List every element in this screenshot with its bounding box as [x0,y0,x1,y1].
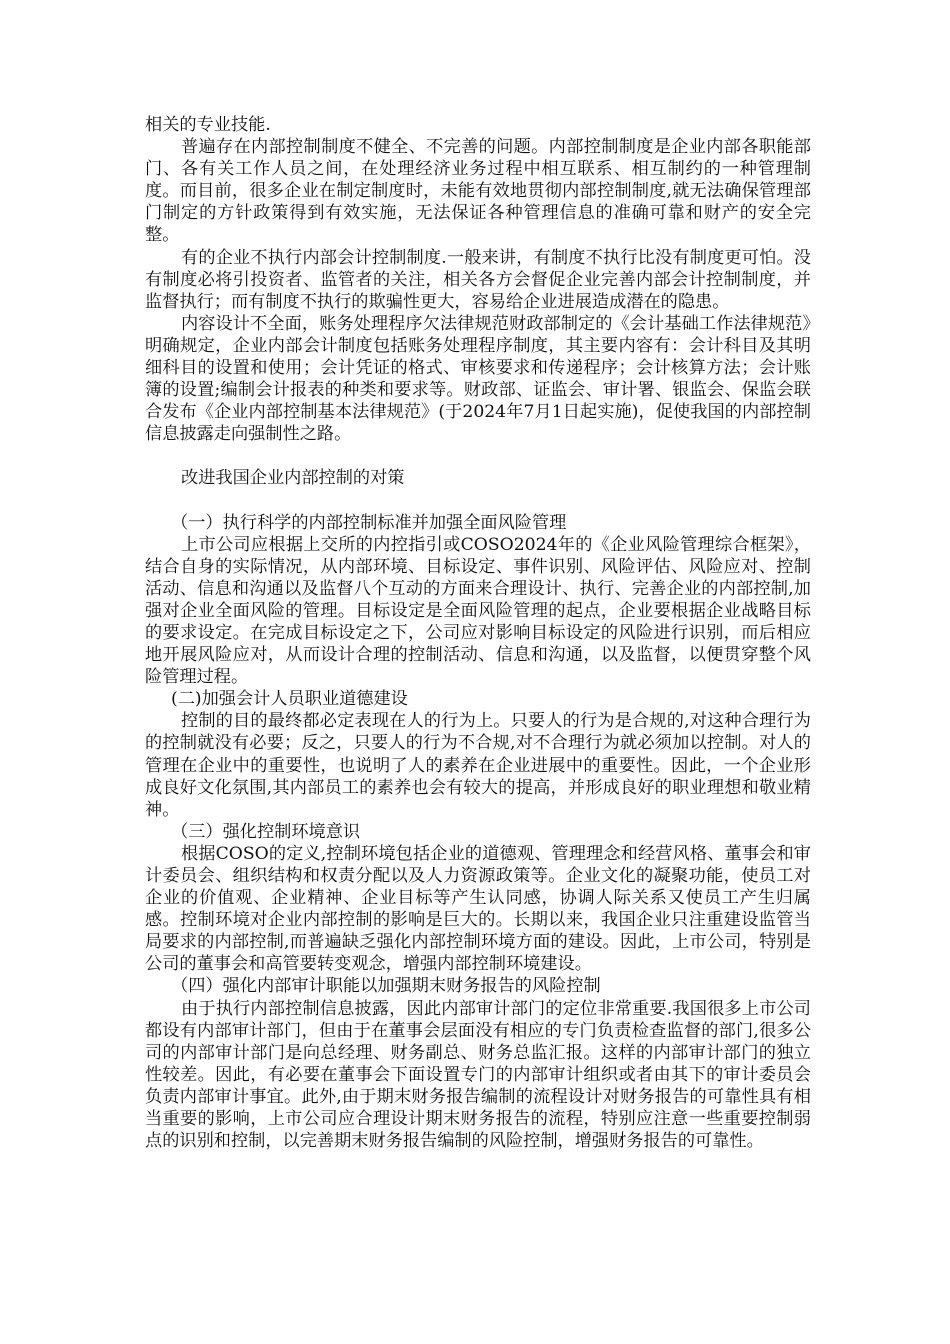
subsection-body-3: 根据COSO的定义,控制环境包括企业的道德观、管理理念和经营风格、董事会和审计委员会、组织结构和权责分配以及人力资源政策等。企业文化的凝聚功能，使员工对企业的价值观、企业精神、企业目标等产生认同感，协调人际关系又使员工产生归属感。控制环境对企业内部控制的影响是巨大的。长期以来，我国企业只注重建设监管当局要求的内部控制,而普遍缺乏强化内部控制环境方面的建设。因此，上市公司，特别是公司的董事会和高管要转变观念，增强内部控制环境建设。 [145,843,811,975]
subsection-title-4: （四）强化内部审计职能以加强期末财务报告的风险控制 [171,976,601,997]
document-page [145,114,811,1152]
subsection-body-4: 由于执行内部控制信息披露，因此内部审计部门的定位非常重要.我国很多上市公司都设有内部审计部门，但由于在董事会层面没有相应的专门负责检查监督的部门,很多公司的内部审计部门是向总经理、财务副总、财务总监汇报。这样的内部审计部门的独立性较差。因此，有必要在董事会下面设置专门的内部审计组织或者由其下的审计委员会负责内部审计事宜。此外,由于期末财务报告编制的流程设计对财务报告的可靠性具有相当重要的影响，上市公司应合理设计期末财务报告的流程，特别应注意一些重要控制弱点的识别和控制，以完善期末财务报告编制的风险控制，增强财务报告的可靠性。 [145,998,811,1152]
subsection-body-2: 控制的目的最终都必定表现在人的行为上。只要人的行为是合规的,对这种合理行为的控制就没有必要；反之，只要人的行为不合规,对不合理行为就必须加以控制。对人的管理在企业中的重要性，也说明了人的素养在企业进展中的重要性。因此，一个企业形成良好文化氛围,其内部员工的素养也会有较大的提高，并形成良好的职业理想和敬业精神。 [145,711,811,820]
subsection-title-3: （三）强化控制环境意识 [171,821,361,842]
paragraph-imperfect-system: 普遍存在内部控制制度不健全、不完善的问题。内部控制制度是企业内部各职能部门、各有关工作人员之间，在处理经济业务过程中相互联系、相互制约的一种管理制度。而目前，很多企业在制定制度时，未能有效地贯彻内部控制制度,就无法确保管理部门制定的方针政策得到有效实施，无法保证各种管理信息的准确可靠和财产的安全完整。 [145,137,811,246]
subsection-title-2: (二)加强会计人员职业道德建设 [171,689,408,710]
paragraph-incomplete-design: 内容设计不全面，账务处理程序欠法律规范财政部制定的《会计基础工作法律规范》明确规定，企业内部会计制度包括账务处理程序制度，其主要内容有：会计科目及其明细科目的设置和使用；会计凭证的格式、审核要求和传递程序；会计核算方法；会计账簿的设置;编制会计报表的种类和要求等。财政部、证监会、审计署、银监会、保监会联合发布《企业内部控制基本法律规范》(于2024年7月1日起实施)，促使我国的内部控制信息披露走向强制性之路。 [145,313,811,445]
section-heading: 改进我国企业内部控制的对策 [181,468,405,489]
paragraph-not-executed: 有的企业不执行内部会计控制制度.一般来讲，有制度不执行比没有制度更可怕。没有制度必将引投资者、监管者的关注，相关各方会督促企业完善内部会计控制制度，并监督执行；而有制度不执行的欺骗性更大，容易给企业进展造成潜在的隐患。 [145,247,811,312]
subsection-body-1: 上市公司应根据上交所的内控指引或COSO2024年的《企业风险管理综合框架》，结合自身的实际情况，从内部环境、目标设定、事件识别、风险评估、风险应对、控制活动、信息和沟通以及监督八个互动的方面来合理设计、执行、完善企业的内部控制,加强对企业全面风险的管理。目标设定是全面风险管理的起点，企业要根据企业战略目标的要求设定。在完成目标设定之下，公司应对影响目标设定的风险进行识别，而后相应地开展风险应对，从而设计合理的控制活动、信息和沟通，以及监督，以便贯穿整个风险管理过程。 [145,534,811,688]
paragraph-continuation: 相关的专业技能. [145,115,271,135]
subsection-title-1: （一）执行科学的内部控制标准并加强全面风险管理 [171,512,567,533]
